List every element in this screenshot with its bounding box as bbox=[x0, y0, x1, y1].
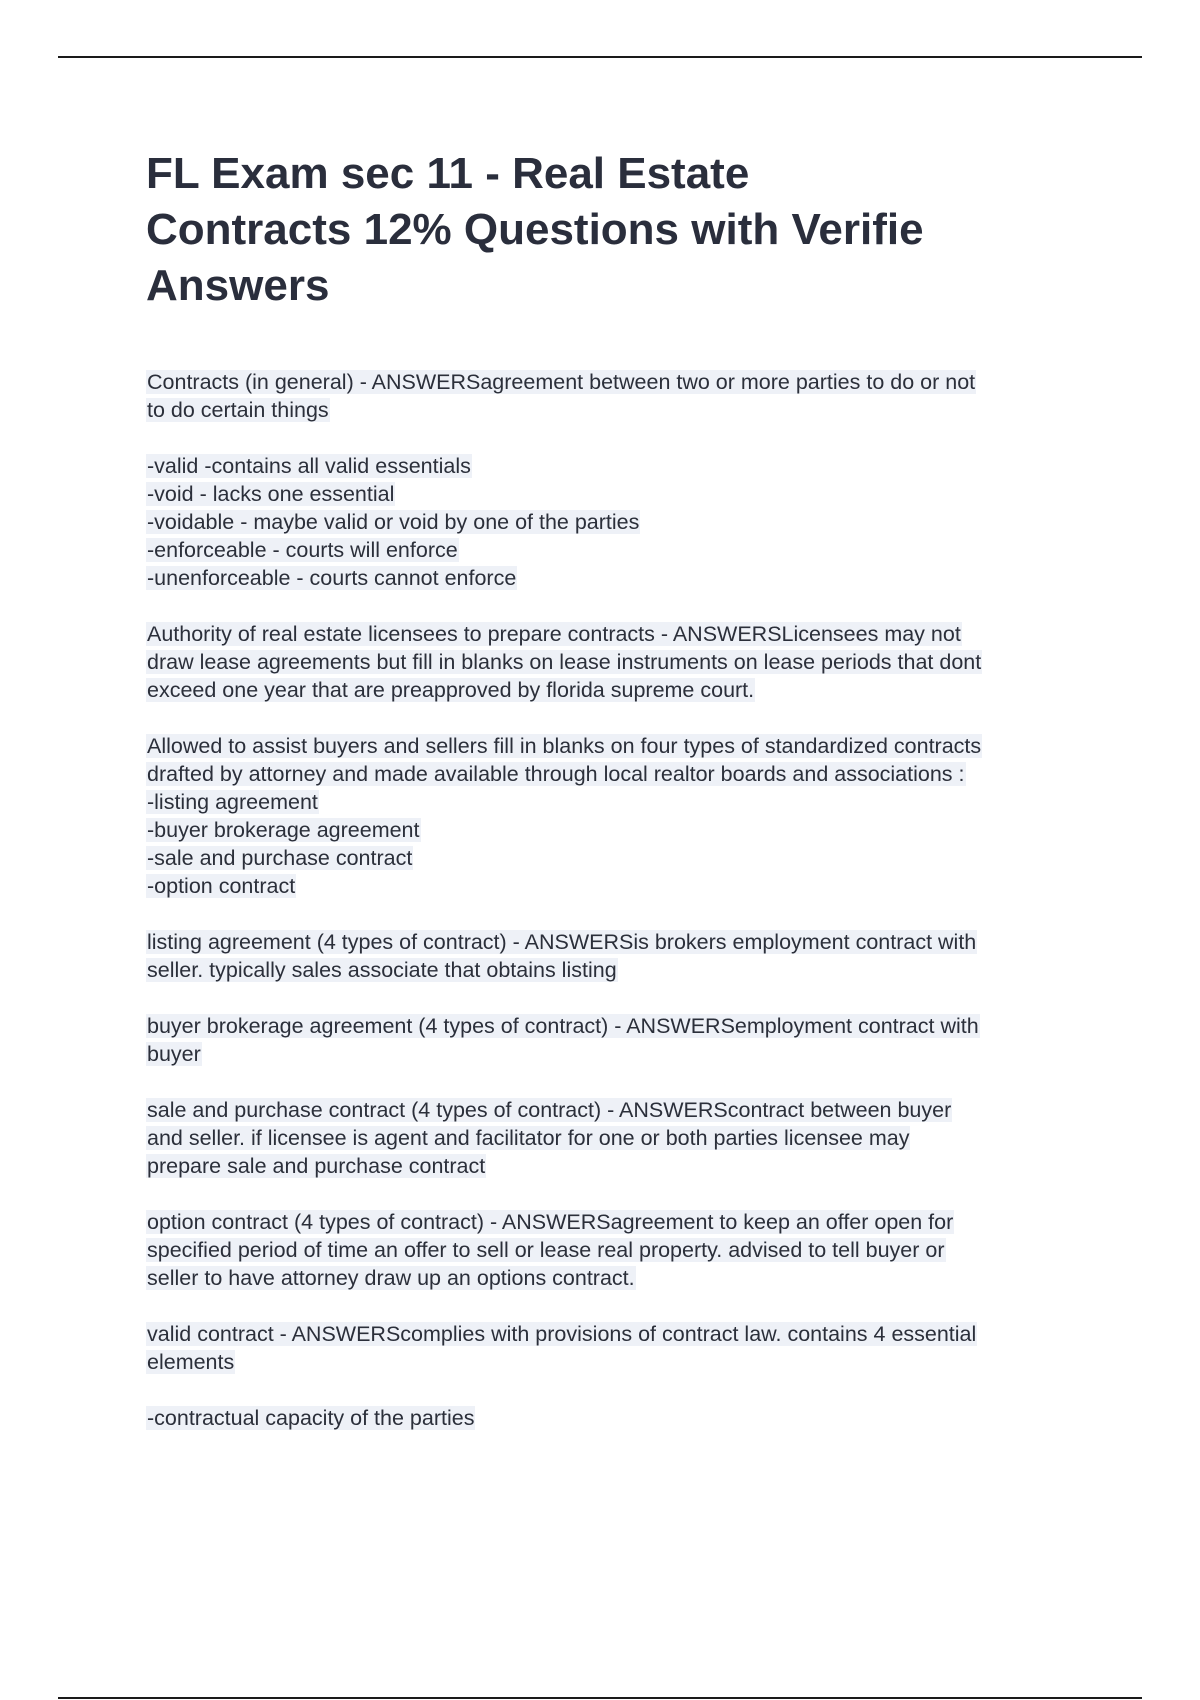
text-line: option contract (4 types of contract) - ANSWERSagreement to keep an offer open for bbox=[147, 1210, 954, 1234]
paragraph-standardized-contracts bbox=[146, 732, 1086, 900]
text-line: to do certain things bbox=[147, 398, 329, 422]
list-item: -option contract bbox=[147, 874, 296, 898]
list-item: -buyer brokerage agreement bbox=[147, 818, 420, 842]
footer-rule bbox=[58, 1697, 1142, 1699]
document-body bbox=[146, 368, 1086, 1460]
paragraph-contract-types-list bbox=[146, 452, 1086, 592]
paragraph-sale-purchase bbox=[146, 1096, 1086, 1180]
list-item: -void - lacks one essential bbox=[147, 482, 395, 506]
paragraph-licensee-authority bbox=[146, 620, 1086, 704]
paragraph-contracts-general bbox=[146, 368, 1086, 424]
text-line: prepare sale and purchase contract bbox=[147, 1154, 486, 1178]
paragraph-contractual-capacity bbox=[146, 1404, 1086, 1432]
paragraph-listing-agreement bbox=[146, 928, 1086, 984]
paragraph-valid-contract bbox=[146, 1320, 1086, 1376]
text-line: valid contract - ANSWERScomplies with provisions of contract law. contains 4 essential bbox=[147, 1322, 977, 1346]
text-line: seller. typically sales associate that obtains listing bbox=[147, 958, 617, 982]
list-item: -listing agreement bbox=[147, 790, 318, 814]
text-line: exceed one year that are preapproved by florida supreme court. bbox=[147, 678, 755, 702]
list-item: -valid -contains all valid essentials bbox=[147, 454, 471, 478]
title-line: Contracts 12% Questions with Verifie bbox=[146, 205, 924, 254]
text-line: seller to have attorney draw up an options contract. bbox=[147, 1266, 635, 1290]
text-line: specified period of time an offer to sell or lease real property. advised to tell buyer or bbox=[147, 1238, 945, 1262]
text-line: elements bbox=[147, 1350, 235, 1374]
list-item: -voidable - maybe valid or void by one of the parties bbox=[147, 510, 640, 534]
text-line: buyer bbox=[147, 1042, 201, 1066]
text-line: Authority of real estate licensees to prepare contracts - ANSWERSLicensees may not bbox=[147, 622, 961, 646]
list-item: -sale and purchase contract bbox=[147, 846, 413, 870]
paragraph-option-contract bbox=[146, 1208, 1086, 1292]
text-line: drafted by attorney and made available through local realtor boards and associations : bbox=[147, 762, 965, 786]
document-title bbox=[146, 146, 1076, 314]
header-rule bbox=[58, 56, 1142, 58]
text-line: Allowed to assist buyers and sellers fill in blanks on four types of standardized contracts bbox=[147, 734, 982, 758]
text-line: listing agreement (4 types of contract) - ANSWERSis brokers employment contract with bbox=[147, 930, 977, 954]
text-line: Contracts (in general) - ANSWERSagreement between two or more parties to do or not bbox=[147, 370, 976, 394]
title-line: Answers bbox=[146, 261, 330, 310]
title-line: FL Exam sec 11 - Real Estate bbox=[146, 149, 750, 198]
list-item: -unenforceable - courts cannot enforce bbox=[147, 566, 517, 590]
list-item: -contractual capacity of the parties bbox=[147, 1406, 475, 1430]
text-line: buyer brokerage agreement (4 types of contract) - ANSWERSemployment contract with bbox=[147, 1014, 979, 1038]
text-line: and seller. if licensee is agent and facilitator for one or both parties licensee may bbox=[147, 1126, 910, 1150]
list-item: -enforceable - courts will enforce bbox=[147, 538, 458, 562]
text-line: draw lease agreements but fill in blanks on lease instruments on lease periods that dont bbox=[147, 650, 982, 674]
text-line: sale and purchase contract (4 types of contract) - ANSWERScontract between buyer bbox=[147, 1098, 952, 1122]
paragraph-buyer-brokerage bbox=[146, 1012, 1086, 1068]
